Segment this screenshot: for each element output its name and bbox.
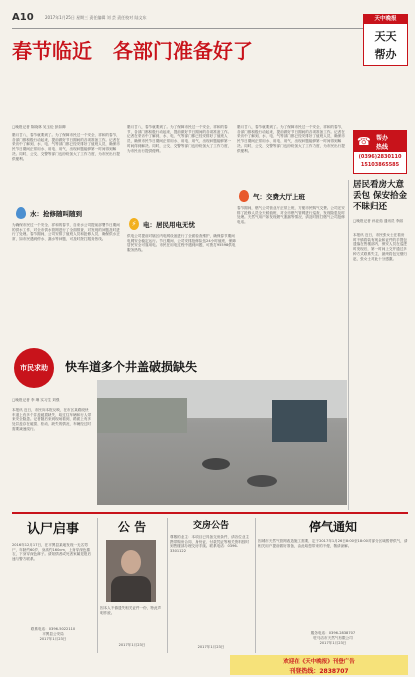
gas-outage-issuer: 驻马店市天然气有限公司 [313, 636, 353, 640]
road-photo-building [97, 398, 187, 433]
flame-icon [239, 190, 249, 202]
lead-body-cont: 腊月廿八，春节就要到了。为了保障市民过一个安全、祥和的春节，各部门都积极行动起来，提前做好节日期间的各项准备工作。记者在采访中了解到，水、电、气等部门都已经安排好了值班人员，确保市民节日期间正常用水、用电、用气，出现问题能够第一时间得到解决。同时，公交、交警等部门也纷纷加大了工作力度，为市民出行提供便利。 [127, 125, 232, 153]
masthead-box [363, 14, 408, 66]
footer-banner [230, 655, 408, 675]
missing-person-issuer: 平舆县公安局 [42, 632, 64, 636]
missing-person-contact: 联系电话：0396-5022110 [30, 627, 76, 631]
notice-block [100, 518, 164, 653]
water-section [12, 205, 122, 345]
masthead-logo: 天中晚报 [364, 15, 407, 24]
electric-section [127, 218, 237, 344]
water-drop-icon [16, 207, 26, 219]
road-badge-text: 市民求助 [20, 364, 48, 372]
transfer-body: 尊敬的业主：本项目已具备交房条件，请各位业主携带购房合同、身份证、付款凭证等相关资料按时到售楼部办理交房手续。联系电话：0396-3301122 [170, 535, 250, 554]
transfer-notice [170, 518, 252, 653]
notice-date: 2017年1月23日 [118, 643, 146, 647]
hotline-header [354, 131, 406, 152]
hotline-box [353, 130, 407, 174]
road-body: 本报讯 近日，市民向本报反映，在市区某路段快车道上有多个井盖破损缺失，给过往车辆和行人带来安全隐患。记者随后来到现场看到，路面上有多处井盖存在破损、松动、缺失的情况，车辆经过时需要减速绕行。 [12, 408, 92, 431]
missing-person-date: 2017年1月23日 [39, 637, 67, 641]
lead-body: 腊月廿八，春节就要到了。为了保障市民过一个安全、祥和的春节，各部门都积极行动起来，提前做好节日期间的各项准备工作。记者在采访中了解到，水、电、气等部门都已经安排好了值班人员，确保市民节日期间正常用水、用电、用气，出现问题能够第一时间得到解决。同时，公交、交警等部门也纷纷加大了工作力度，为市民出行提供便利。 [12, 133, 120, 161]
gas-section [237, 190, 347, 345]
phone-icon: ☎ [357, 135, 371, 148]
road-photo-manhole-2 [247, 475, 277, 487]
masthead-main: 天天 [374, 30, 397, 43]
hotline-phone-1: (0396)2830110 [358, 154, 402, 160]
road-title: 快车道多个井盖破损缺失 [65, 360, 198, 374]
gas-title: 气：交费大厅上班 [253, 193, 305, 201]
missing-person-notice [12, 518, 94, 653]
side-story [353, 180, 408, 510]
person-photo-face [121, 550, 141, 574]
notice-divider-2 [167, 518, 168, 653]
transfer-title: 交房公告 [192, 521, 229, 531]
side-story-body: 本报讯 近日，市民张女士在看房时不慎将装有现金和证件的手提包遗落在售楼部内，保安人员在巡逻时发现后，第一时间上交并通过多种方式联系失主，最终将包完璧归赵，张女士对此十分感激。 [353, 233, 407, 261]
hotline-title-2: 热线 [376, 144, 389, 151]
water-title: 水：抢修随叫随到 [30, 210, 82, 218]
electric-title: 电：居民用电无忧 [143, 221, 195, 229]
hotline-phone-2: 15103865585 [360, 162, 400, 168]
notice-title: 公 告 [117, 520, 147, 534]
road-byline: □晚报记者 李 琳 实习生 刘强 [12, 398, 60, 402]
lead-body-cont-2: 腊月廿八，春节就要到了。为了保障市民过一个安全、祥和的春节，各部门都积极行动起来，提前做好节日期间的各项准备工作。记者在采访中了解到，水、电、气等部门都已经安排好了值班人员，确保市民节日期间正常用水、用电、用气，出现问题能够第一时间得到解决。同时，公交、交警等部门也纷纷加大了工作力度，为市民出行提供便利。 [237, 125, 345, 153]
missing-person-title: 认尸启事 [26, 522, 79, 537]
page-meta: 2017年1月25日 星期三 责任编辑 刘 芸 责任校对 陆文东 [45, 15, 147, 20]
person-photo-body [111, 576, 151, 602]
transfer-date: 2017年1月23日 [197, 645, 225, 649]
road-photo-truck [272, 400, 327, 442]
electric-body: 供电公司提前对辖区内电网设备进行了全面检查维护，确保春节期间电网安全稳定运行。节日期间，公司安排抢修队伍24小时值班，保障居民安全可靠用电。市民在用电过程中遇到问题，可拨打95598供电服务热线。 [127, 234, 236, 253]
gas-outage-title: 停气通知 [308, 520, 357, 534]
missing-person-body: 2016年12月17日，在平舆县某地发现一无名男尸，年龄约60岁，身高约160cm，上身穿深色棉衣，下身穿深色裤子。请知情者或死者家属见报后速与警方联系。 [12, 543, 92, 562]
gas-outage-body: 因城市天然气管网改造施工需要，定于2017年1月26日8:00至18:00对部分区域暂停供气，请相关用户提前做好准备，由此给您带来的不便，敬请谅解。 [258, 539, 408, 548]
gas-outage-contact: 服务电话：0396-2838707 [310, 631, 356, 635]
hotline-title-1: 帮办 [376, 135, 389, 142]
road-photo-manhole [202, 458, 230, 470]
road-photo [97, 380, 347, 505]
gas-body: 春节期间，燃气公司营业厅正常上班，方便市民购气交费。公司还安排了抢修人员全天候值班，对全市燃气管网进行巡查，发现隐患及时处理。天然气用户如发现燃气泄漏等情况，请及时拨打燃气公司抢修电话。 [237, 206, 345, 225]
gas-outage-notice [258, 518, 408, 653]
column-divider [348, 180, 349, 510]
gas-outage-date: 2017年1月23日 [319, 641, 347, 645]
lightning-icon: ⚡ [129, 218, 139, 230]
page-header [12, 10, 367, 29]
page-number: A10 [12, 12, 34, 23]
footer-text-2: 刊登热线：2838707 [289, 668, 349, 675]
masthead-sub: 帮办 [374, 48, 397, 61]
water-body: 为确保市民过一个安全、祥和的春节，自来水公司提前部署节日期间的供水工作，对全市供水管网进行了全面排查，对发现的问题及时进行了处理。春节期间，公司安排了值班人员和抢修人员，确保供水正常，如市民遇到停水、漏水等问题，可及时拨打服务热线。 [12, 223, 120, 242]
bottom-rule [12, 512, 408, 514]
main-headline: 春节临近 各部门准备好了 [12, 39, 253, 63]
road-badge [14, 348, 54, 388]
notice-body: 因本人不慎遗失相关证件一份，特此声明作废。 [100, 606, 162, 615]
side-story-title: 居民看房大意丢包 保安拾金不昧归还 [353, 180, 407, 212]
lead-byline: □晚报记者 陈晓林 吴玉伦 彭如卿 [12, 125, 66, 129]
notice-divider [97, 518, 98, 653]
side-story-byline: □晚报记者 孙亚茹 通讯员 李丽 [353, 219, 403, 223]
notice-divider-3 [255, 518, 256, 653]
footer-text-1: 欢迎在《天中晚报》刊登广告 [283, 659, 355, 665]
person-photo [106, 540, 156, 602]
